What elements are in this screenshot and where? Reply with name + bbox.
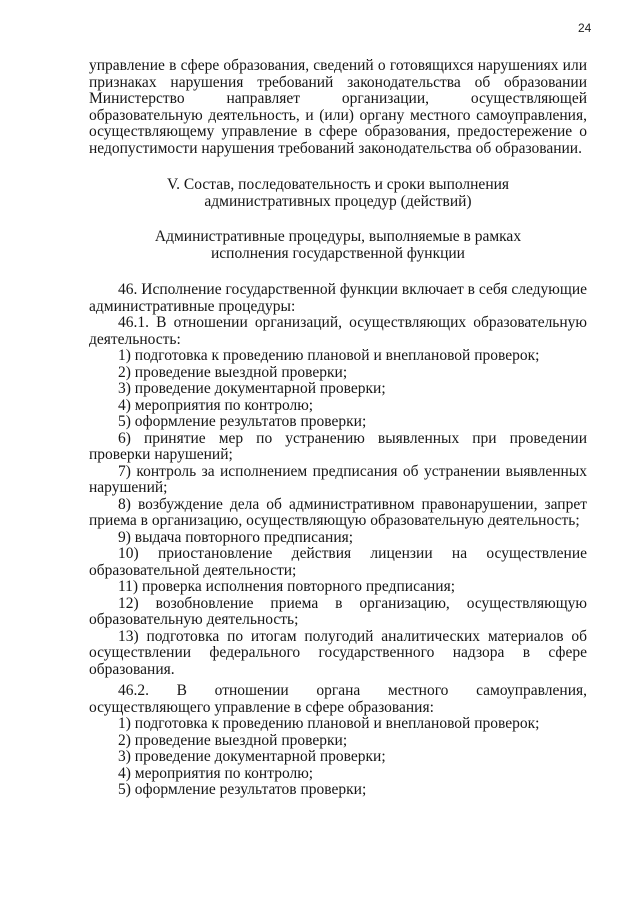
list-item: 1) подготовка к проведению плановой и внеплановой проверок; — [118, 347, 540, 364]
document-body — [89, 58, 587, 799]
list-item: 2) проведение выездной проверки; — [118, 731, 348, 749]
list-item: 11) проверка исполнения повторного предписания; — [118, 578, 456, 595]
intro-paragraph: управление в сфере образования, сведений о готовящихся нарушениях или признаках нарушения требований законодательства об образовании Министерство направляет организации, осуществляющей образовательную деятельность, и (или) органу местного самоуправления, осуществляющему управление в сфере образования, предостережение о недопустимости нарушения требований законодательства об образовании. — [89, 57, 587, 157]
list-item: 5) оформление результатов проверки; — [118, 413, 367, 430]
list-item: 4) мероприятия по контролю; — [118, 396, 314, 414]
list-item: 8) возбуждение дела об административном правонарушении, запрет приема в организацию, осуществляющую образовательную деятельность; — [89, 495, 587, 529]
section-title-line-2: административных процедур (действий) — [204, 192, 472, 210]
paragraph-46-2: 46.2. В отношении органа местного самоуправления, осуществляющего управление в сфере образования: — [89, 682, 587, 716]
list-item: 2) проведение выездной проверки; — [118, 363, 348, 381]
subsection-title-line-2: исполнения государственной функции — [211, 244, 465, 262]
paragraph-46: 46. Исполнение государственной функции включает в себя следующие административные процедуры: — [89, 281, 587, 315]
list-item: 9) выдача повторного предписания; — [118, 528, 354, 546]
paragraph-46-1: 46.1. В отношении организаций, осуществляющих образовательную деятельность: — [89, 314, 587, 348]
list-item: 12) возобновление приема в организацию, осуществляющую образовательную деятельность; — [89, 594, 587, 628]
list-item: 10) приостановление действия лицензии на осуществление образовательной деятельности; — [89, 545, 587, 579]
list-item: 13) подготовка по итогам полугодий аналитических материалов об осуществлении федерального государственного надзора в сфере образования. — [89, 627, 587, 678]
list-item: 3) проведение документарной проверки; — [118, 748, 386, 765]
list-item: 4) мероприятия по контролю; — [118, 764, 314, 782]
subsection-title-line-1: Административные процедуры, выполняемые в рамках — [154, 228, 522, 245]
list-item: 6) принятие мер по устранению выявленных при проведении проверки нарушений; — [89, 429, 587, 463]
list-item: 5) оформление результатов проверки; — [118, 781, 367, 798]
page-number: 24 — [578, 21, 592, 35]
list-item: 7) контроль за исполнением предписания об устранении выявленных нарушений; — [89, 462, 587, 496]
list-item: 3) проведение документарной проверки; — [118, 380, 386, 397]
list-item: 1) подготовка к проведению плановой и внеплановой проверок; — [118, 715, 540, 732]
section-title-line-1: V. Состав, последовательность и сроки выполнения — [166, 176, 510, 193]
